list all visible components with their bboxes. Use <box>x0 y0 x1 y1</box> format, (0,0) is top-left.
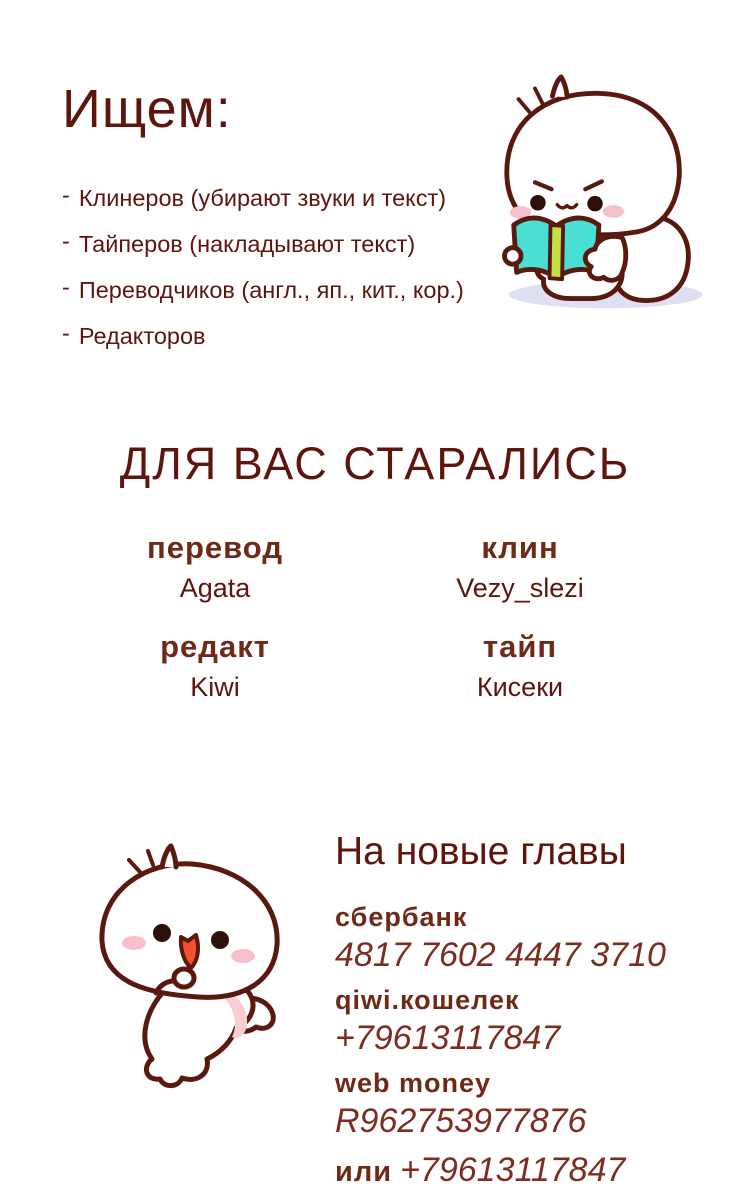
donate-section <box>335 830 725 1190</box>
credit-role <box>65 530 365 604</box>
role-name: Kiwi <box>190 672 240 702</box>
bullet-dash: - <box>62 228 70 254</box>
left-eye <box>530 195 545 210</box>
motion-line <box>129 860 140 872</box>
donate-title: На новые главы <box>335 830 627 873</box>
credit-role <box>65 629 365 703</box>
left-hand <box>505 248 521 264</box>
pointing-blob-illustration <box>60 843 300 1133</box>
role-label: редакт <box>160 629 270 664</box>
bullet-dash: - <box>62 320 70 346</box>
bullet-dash: - <box>62 182 70 208</box>
recruit-item-text: Тайперов (накладывают текст) <box>78 231 416 257</box>
reading-blob-illustration <box>475 70 717 318</box>
recruit-section <box>62 78 482 358</box>
recruit-item-text: Переводчиков (англ., яп., кит., кор.) <box>78 277 464 303</box>
role-name: Vezy_slezi <box>456 573 584 603</box>
donate-method <box>335 902 725 975</box>
method-value: R962753977876 <box>335 1102 587 1140</box>
method-value: +79613117847 <box>400 1151 626 1189</box>
recruit-title: Ищем: <box>62 79 232 139</box>
credit-role <box>370 629 670 703</box>
right-blush <box>231 949 255 963</box>
bullet-dash: - <box>62 274 70 300</box>
role-label: клин <box>481 530 559 565</box>
method-label: сбербанк <box>335 902 468 932</box>
motion-line <box>519 99 530 112</box>
motion-line <box>535 88 543 103</box>
recruit-item-text: Клинеров (убирают звуки и текст) <box>78 185 447 211</box>
hair-tuft <box>162 846 176 867</box>
recruit-item <box>62 266 482 312</box>
credits-section-title: ДЛЯ ВАС СТАРАЛИСЬ <box>119 438 631 489</box>
recruit-item <box>62 220 482 266</box>
hair-tuft <box>552 77 567 97</box>
motion-line <box>148 851 153 865</box>
credits-column-right <box>370 530 670 728</box>
credit-role <box>370 530 670 604</box>
method-label: qiwi.кошелек <box>335 985 520 1015</box>
method-label: web money <box>335 1068 492 1098</box>
recruit-list <box>62 174 482 358</box>
recruit-item <box>62 174 482 220</box>
recruit-item-text: Редакторов <box>78 323 206 349</box>
method-label: или <box>335 1156 393 1188</box>
method-value: 4817 7602 4447 3710 <box>335 936 666 974</box>
left-eye <box>153 924 171 942</box>
role-name: Кисеки <box>476 672 564 702</box>
front-hand <box>174 969 194 987</box>
donate-method <box>335 1151 725 1190</box>
character-head <box>507 93 680 234</box>
recruit-item <box>62 312 482 358</box>
role-label: тайп <box>482 629 558 664</box>
credits-column-left <box>65 530 365 728</box>
right-blush <box>603 205 624 218</box>
donate-method <box>335 1068 725 1141</box>
role-label: перевод <box>147 530 283 565</box>
method-value: +79613117847 <box>335 1019 561 1057</box>
role-name: Agata <box>179 573 251 603</box>
right-eye <box>587 196 602 211</box>
right-eye <box>211 931 229 949</box>
left-blush <box>122 936 146 950</box>
book-spine <box>550 225 564 279</box>
donate-method <box>335 985 725 1058</box>
